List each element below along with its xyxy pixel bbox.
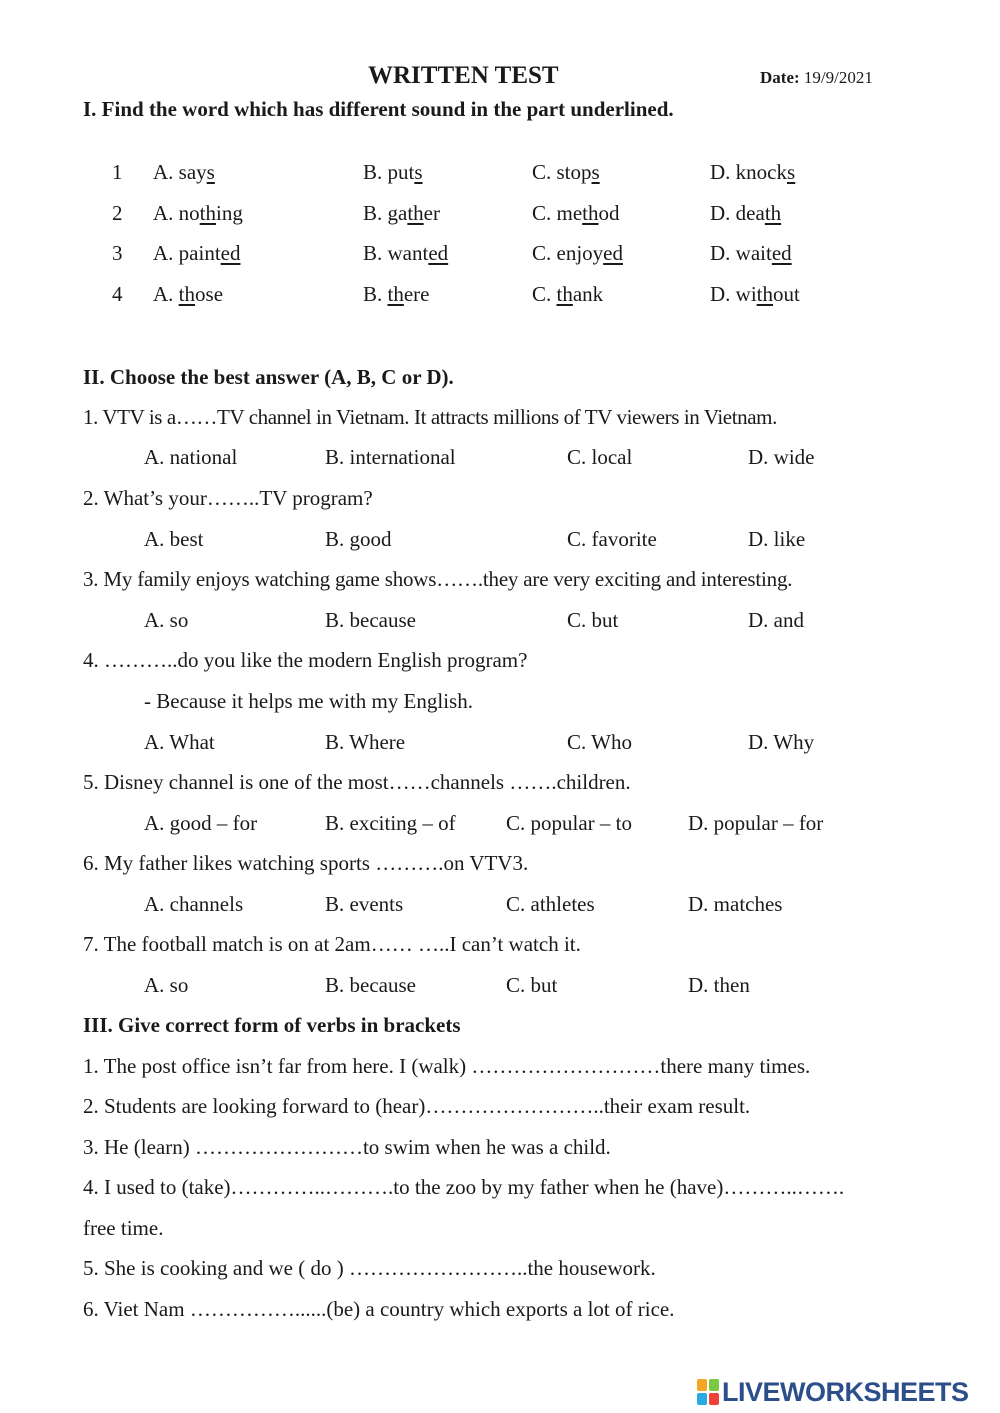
underlined-part: th (178, 282, 196, 306)
sound-option (532, 241, 623, 266)
verb-item: 5. She is cooking and we ( do ) ……………………..the housework. (83, 1256, 656, 1280)
option-text: A. paint (153, 241, 221, 265)
sound-option (363, 241, 448, 266)
option-text: A. (153, 282, 179, 306)
verb-item: 4. I used to (take)…………..……….to the zoo by my father when he (have)………..……. (83, 1175, 845, 1199)
sound-option (153, 160, 215, 185)
sound-option (363, 201, 440, 226)
verb-item-continuation: free time. (83, 1216, 164, 1240)
underlined-part: ed (771, 241, 792, 265)
date (760, 68, 873, 88)
question-2: 2. What’s your……..TV program? (83, 486, 373, 510)
q5-option-b: B. exciting – of (325, 811, 456, 835)
q3-option-b: B. because (325, 608, 416, 632)
q4-option-a: A. What (144, 730, 215, 754)
q7-option-d: D. then (688, 973, 750, 997)
q4-option-d: D. Why (748, 730, 815, 754)
option-text: C. stop (532, 160, 592, 184)
q1-option-a: A. national (144, 445, 238, 469)
q3-option-c: C. but (567, 608, 619, 632)
sound-option (153, 241, 240, 266)
section-1-heading: I. Find the word which has different sound in the part underlined. (83, 97, 674, 121)
option-text: B. ga (363, 201, 408, 225)
underlined-part: th (582, 201, 599, 225)
option-text: D. wait (710, 241, 772, 265)
question-5: 5. Disney channel is one of the most……channels …….children. (83, 770, 631, 794)
underlined-part: th (756, 282, 774, 306)
option-text: B. (363, 282, 388, 306)
q6-option-d: D. matches (688, 892, 783, 916)
sound-option (710, 282, 800, 307)
q2-option-c: C. favorite (567, 527, 657, 551)
q1-option-d: D. wide (748, 445, 815, 469)
option-text: ose (195, 282, 224, 306)
option-text: B. want (363, 241, 429, 265)
sound-option (532, 201, 620, 226)
underlined-part: th (764, 201, 782, 225)
question-4-reply: - Because it helps me with my English. (144, 689, 473, 713)
option-text: ere (403, 282, 430, 306)
option-text: B. put (363, 160, 415, 184)
sound-option (710, 201, 781, 226)
q2-option-a: A. best (144, 527, 204, 551)
q3-option-a: A. so (144, 608, 189, 632)
liveworksheets-logo-icon (697, 1379, 719, 1405)
q6-option-a: A. channels (144, 892, 244, 916)
underlined-part: s (591, 160, 600, 184)
underlined-part: s (414, 160, 423, 184)
option-text: C. (532, 282, 557, 306)
q7-option-b: B. because (325, 973, 416, 997)
option-text: D. wi (710, 282, 757, 306)
sound-option (363, 160, 423, 185)
underlined-part: th (199, 201, 217, 225)
q7-option-a: A. so (144, 973, 189, 997)
q1-option-b: B. international (325, 445, 456, 469)
section-3-heading: III. Give correct form of verbs in brackets (83, 1013, 461, 1037)
q2-option-d: D. like (748, 527, 806, 551)
q5-option-c: C. popular – to (506, 811, 632, 835)
underlined-part: th (387, 282, 404, 306)
option-text: out (773, 282, 800, 306)
date-value: 19/9/2021 (803, 68, 873, 87)
option-text: od (598, 201, 620, 225)
sound-option (710, 160, 795, 185)
q4-option-c: C. Who (567, 730, 632, 754)
question-1: 1. VTV is a……TV channel in Vietnam. It attracts millions of TV viewers in Vietnam. (83, 405, 777, 429)
q2-option-b: B. good (325, 527, 392, 551)
sound-option (710, 241, 792, 266)
q3-option-d: D. and (748, 608, 804, 632)
q6-option-b: B. events (325, 892, 404, 916)
verb-item: 3. He (learn) ……………………to swim when he was a child. (83, 1135, 611, 1159)
item-number: 2 (112, 201, 123, 225)
underlined-part: s (206, 160, 215, 184)
date-label: Date: (760, 68, 800, 87)
underlined-part: ed (220, 241, 241, 265)
verb-item: 2. Students are looking forward to (hear)……………………..their exam result. (83, 1094, 751, 1118)
q6-option-c: C. athletes (506, 892, 595, 916)
option-text: ing (216, 201, 243, 225)
sound-option (363, 282, 430, 307)
page-title: WRITTEN TEST (368, 62, 559, 89)
underlined-part: th (556, 282, 573, 306)
question-4: 4. ………..do you like the modern English program? (83, 648, 528, 672)
q7-option-c: C. but (506, 973, 558, 997)
liveworksheets-logo (697, 1378, 969, 1406)
question-7: 7. The football match is on at 2am…… …..I can’t watch it. (83, 932, 581, 956)
question-3: 3. My family enjoys watching game shows…….they are very exciting and interesting. (83, 567, 793, 591)
option-text: C. me (532, 201, 583, 225)
verb-item: 6. Viet Nam ……………......(be) a country which exports a lot of rice. (83, 1297, 675, 1321)
verb-item: 1. The post office isn’t far from here. I (walk) ………………………there many times. (83, 1054, 811, 1078)
sound-option (532, 160, 600, 185)
option-text: D. dea (710, 201, 765, 225)
sound-option (153, 282, 223, 307)
section-2-heading: II. Choose the best answer (A, B, C or D). (83, 365, 454, 389)
question-6: 6. My father likes watching sports ……….on VTV3. (83, 851, 529, 875)
underlined-part: th (407, 201, 424, 225)
q5-option-a: A. good – for (144, 811, 258, 835)
option-text: er (423, 201, 440, 225)
sound-option (153, 201, 243, 226)
item-number: 4 (112, 282, 123, 306)
option-text: ank (572, 282, 604, 306)
item-number: 3 (112, 241, 123, 265)
q1-option-c: C. local (567, 445, 633, 469)
sound-option (532, 282, 603, 307)
brand-name: LIVEWORKSHEETS (722, 1376, 969, 1407)
option-text: A. say (153, 160, 207, 184)
underlined-part: s (787, 160, 796, 184)
item-number: 1 (112, 160, 123, 184)
option-text: C. enjoy (532, 241, 604, 265)
q4-option-b: B. Where (325, 730, 406, 754)
underlined-part: ed (603, 241, 623, 265)
option-text: A. no (153, 201, 200, 225)
option-text: D. knock (710, 160, 787, 184)
underlined-part: ed (428, 241, 449, 265)
q5-option-d: D. popular – for (688, 811, 824, 835)
